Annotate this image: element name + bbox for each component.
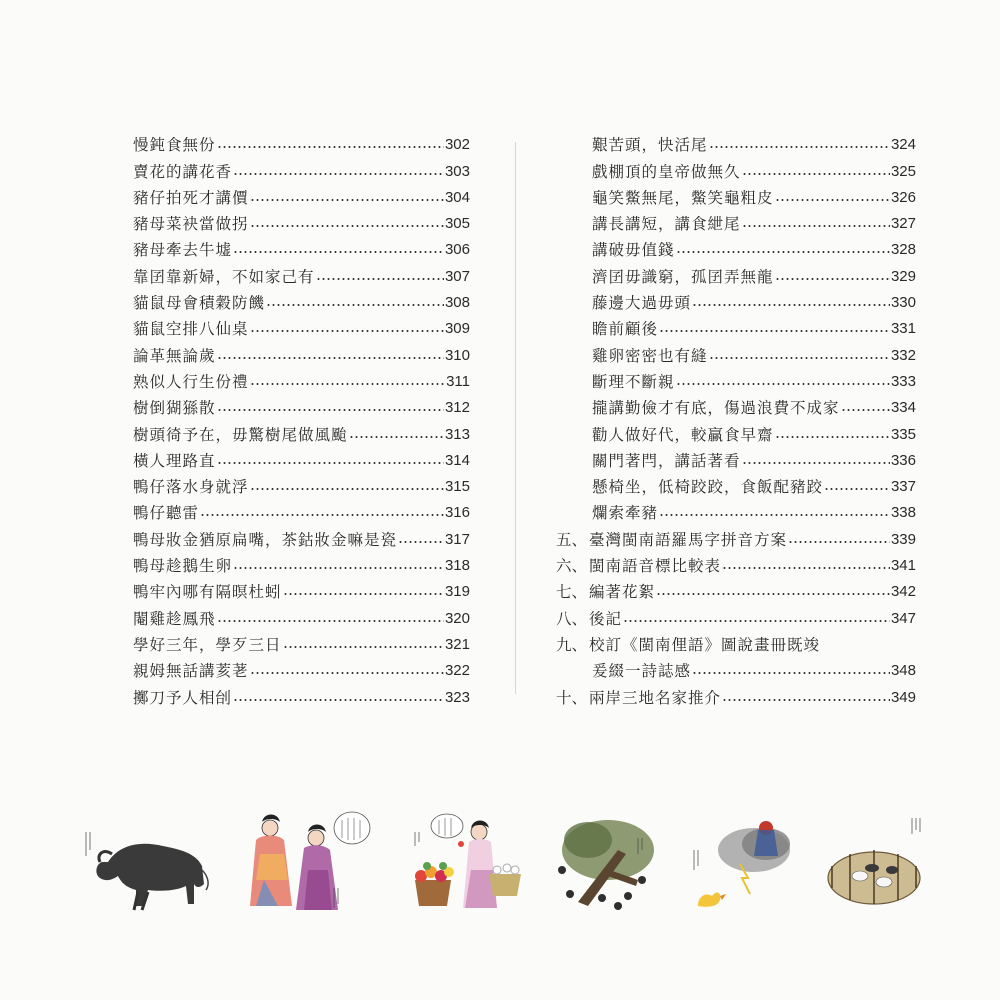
toc-entry-number: 九、 [556,635,588,654]
toc-entry [556,312,916,338]
toc-entry-page: 339 [890,530,916,548]
toc-entry-page: 319 [444,583,470,601]
toc-leader-dots [233,249,444,255]
toc-entry-title: 豬母菜袂當做拐 [133,215,249,234]
toc-leader-dots [841,407,890,413]
toc-entry-page: 317 [444,530,470,548]
toc-entry-page: 349 [890,688,916,706]
toc-entry-page: 303 [444,162,470,180]
toc-entry [556,680,916,706]
toc-entry-page: 304 [444,188,470,206]
toc-entry-number: 十、 [556,688,588,707]
toc-entry-title: 論革無論歲 [133,346,216,365]
toc-entry-page: 316 [444,504,470,522]
toc-entry-page: 302 [444,136,470,154]
toc-entry-page: 314 [444,451,470,469]
toc-entry-title: 勸人做好代，較贏食早齋 [592,425,774,444]
toc-leader-dots [659,512,890,518]
toc-leader-dots [709,355,890,361]
toc-entry-title: 講破毋值錢 [592,241,675,260]
toc-entry-title: 講長講短，講食紲尾 [592,215,741,234]
toc-entry [556,233,916,259]
toc-leader-dots [775,276,890,282]
monkeys-fallen-tree-illustration [548,810,658,920]
toc-entry-title: 編著花絮 [589,583,656,602]
toc-entry-page: 336 [890,451,916,469]
toc-entry [556,259,916,285]
toc-entry-page: 326 [890,188,916,206]
toc-entry-title: 懸椅坐，低椅跤跤，食飯配豬跤 [592,478,824,497]
toc-leader-dots [233,565,444,571]
toc-leader-dots [824,486,890,492]
toc-entry-page: 325 [890,162,916,180]
toc-entry-title: 閩南語音標比較表 [589,557,722,576]
toc-leader-dots [250,381,446,387]
toc-leader-dots [676,249,890,255]
toc-entry [133,181,470,207]
toc-entry [133,312,470,338]
toc-entry [133,154,470,180]
toc-entry-title: 親姆無話講荄荖 [133,662,249,681]
toc-leader-dots [217,618,444,624]
toc-leader-dots [250,197,444,203]
toc-entry-title: 鴨牢內哪有隔暝杜蚓 [133,583,282,602]
toc-leader-dots [722,697,890,703]
toc-leader-dots [316,276,444,282]
toc-entry-title: 關門著閂，講話著看 [592,451,741,470]
toc-entry-title: 賣花的講花香 [133,162,233,181]
toc-entry [133,680,470,706]
toc-leader-dots [398,539,444,545]
toc-entry-number: 八、 [556,609,588,628]
toc-leader-dots [656,591,890,597]
toc-entry-page: 306 [444,241,470,259]
toc-entry [556,128,916,154]
toc-left-column [133,128,470,707]
toc-entry [556,601,916,627]
toc-entry-title: 慢鈍食無份 [133,136,216,155]
toc-right-column [556,128,916,707]
toc-entry-title: 鴨仔聽雷 [133,504,200,523]
toc-entry-page: 309 [444,320,470,338]
toc-leader-dots [283,644,444,650]
toc-entry-page: 332 [890,346,916,364]
toc-entry [556,522,916,548]
toc-leader-dots [217,144,444,150]
toc-entry [556,154,916,180]
toc-entry-page: 328 [890,241,916,259]
toc-entry-page: 329 [890,267,916,285]
toc-entry-page: 322 [444,662,470,680]
toc-leader-dots [250,670,444,676]
toc-entry-page: 321 [444,635,470,653]
toc-entry [133,470,470,496]
toc-entry-title: 樹頭徛予在，毋驚樹尾做風颱 [133,425,348,444]
toc-entry [133,601,470,627]
toc-entry [133,338,470,364]
toc-entry-title: 斷理不斷親 [592,372,675,391]
toc-entry-page: 330 [890,294,916,312]
toc-entry-page: 313 [444,425,470,443]
toc-leader-dots [349,434,444,440]
toc-entry-title: 爰綴一詩誌感 [592,662,692,681]
toc-entry-title: 學好三年，學歹三日 [133,635,282,654]
toc-entry-page: 307 [444,267,470,285]
toc-entry-title: 豬仔拍死才講價 [133,188,249,207]
toc-entry [556,207,916,233]
toc-leader-dots [692,670,890,676]
toc-entry [133,391,470,417]
toc-entry-page: 337 [890,478,916,496]
toc-leader-dots [250,486,444,492]
toc-entry-page: 305 [444,215,470,233]
toc-leader-dots [266,302,444,308]
toc-leader-dots [742,171,890,177]
toc-leader-dots [200,512,444,518]
toc-entry-page: 320 [444,609,470,627]
toc-entry [556,470,916,496]
toc-leader-dots [709,144,890,150]
toc-leader-dots [217,355,444,361]
toc-entry-title: 龜笑鱉無尾，鱉笑龜粗皮 [592,188,774,207]
toc-entry-page: 334 [890,399,916,417]
toc-entry [133,259,470,285]
toc-entry-page: 327 [890,215,916,233]
flower-seller-illustration [405,810,530,920]
two-women-illustration [238,810,373,920]
toc-entry-page: 323 [444,688,470,706]
toc-leader-dots [775,197,890,203]
toc-leader-dots [659,328,890,334]
toc-leader-dots [692,302,890,308]
toc-entry-title: 鴨母妝金猶原扁嘴，茶鈷妝金嘛是瓷 [133,530,398,549]
toc-entry-title: 後記 [589,609,623,628]
toc-entry-title: 兩岸三地名家推介 [589,688,722,707]
toc-entry [133,575,470,601]
toc-leader-dots [623,618,890,624]
toc-entry [556,338,916,364]
toc-entry [556,391,916,417]
toc-entry-number: 五、 [556,530,588,549]
toc-leader-dots [217,407,444,413]
toc-entry-page: 315 [444,478,470,496]
toc-leader-dots [233,171,444,177]
toc-entry-page: 331 [890,320,916,338]
toc-leader-dots [250,223,444,229]
toc-entry-page: 342 [890,583,916,601]
toc-entry-title: 貓鼠空排八仙桌 [133,320,249,339]
toc-entry-number: 六、 [556,557,588,576]
toc-entry-title: 熟似人行生份禮 [133,372,249,391]
toc-entry [133,128,470,154]
toc-entry-title: 攏講勤儉才有底，傷過浪費不成家 [592,399,840,418]
toc-entry-title: 戲棚頂的皇帝做無久 [592,162,741,181]
toc-entry-title: 艱苦頭，快活尾 [592,136,708,155]
toc-entry-page: 318 [444,557,470,575]
toc-entry [133,207,470,233]
toc-entry-page: 347 [890,609,916,627]
toc-leader-dots [283,591,444,597]
toc-entry [133,365,470,391]
toc-entry-title: 鴨仔落水身就浮 [133,478,249,497]
toc-entry-page: 308 [444,294,470,312]
toc-leader-dots [676,381,890,387]
toc-leader-dots [217,460,444,466]
toc-entry-title: 校訂《閩南俚語》圖說畫冊既竣 [589,635,821,654]
toc-entry [556,496,916,522]
toc-entry [556,417,916,443]
water-buffalo-illustration [78,810,218,920]
toc-entry-page: 324 [890,136,916,154]
toc-leader-dots [722,565,890,571]
toc-entry [556,575,916,601]
toc-leader-dots [775,434,890,440]
toc-entry-page: 341 [890,557,916,575]
toc-entry-page: 333 [890,372,916,390]
toc-entry [133,628,470,654]
column-divider [515,142,516,694]
duck-pen-illustration [820,810,930,920]
toc-entry-title: 藤邊大過毋頭 [592,294,692,313]
toc-entry-title: 豬母牽去牛墟 [133,241,233,260]
toc-leader-dots [742,460,890,466]
toc-entry-page: 348 [890,662,916,680]
toc-entry [133,654,470,680]
toc-entry [133,522,470,548]
toc-leader-dots [742,223,890,229]
toc-entry [556,365,916,391]
toc-leader-dots [788,539,890,545]
toc-entry-title: 橫人理路直 [133,451,216,470]
toc-entry [556,654,916,680]
duck-thunder-god-illustration [680,810,805,920]
toc-entry [556,286,916,312]
toc-entry [556,549,916,575]
toc-leader-dots [233,697,444,703]
toc-entry-title: 瞻前顧後 [592,320,659,339]
toc-entry-page: 312 [444,399,470,417]
toc-entry-title: 擲刀予人相刣 [133,688,233,707]
toc-entry-page: 311 [446,372,470,390]
toc-entry-page: 335 [890,425,916,443]
toc-entry-title: 貓鼠母會積穀防饑 [133,294,266,313]
toc-leader-dots [250,328,444,334]
toc-entry-page: 338 [890,504,916,522]
toc-entry [133,444,470,470]
toc-entry-title: 靠囝靠新婦，不如家己有 [133,267,315,286]
toc-entry-number: 七、 [556,583,588,602]
toc-entry [133,233,470,259]
toc-entry [556,444,916,470]
toc-entry-title: 臺灣閩南語羅馬字拼音方案 [589,530,788,549]
toc-entry-title: 鴨母趁鵝生卵 [133,557,233,576]
toc-entry-title: 濟囝毋識窮，孤囝弄無龍 [592,267,774,286]
toc-entry-page: 310 [444,346,470,364]
toc-entry-title: 雞卵密密也有縫 [592,346,708,365]
toc-entry-title: 閹雞趁鳳飛 [133,609,216,628]
toc-entry [133,417,470,443]
toc-entry-title: 爛索牽豬 [592,504,659,523]
toc-entry [133,286,470,312]
toc-entry-title: 樹倒猢猻散 [133,399,216,418]
toc-entry [133,549,470,575]
toc-entry [556,628,916,654]
toc-entry [556,181,916,207]
toc-entry [133,496,470,522]
